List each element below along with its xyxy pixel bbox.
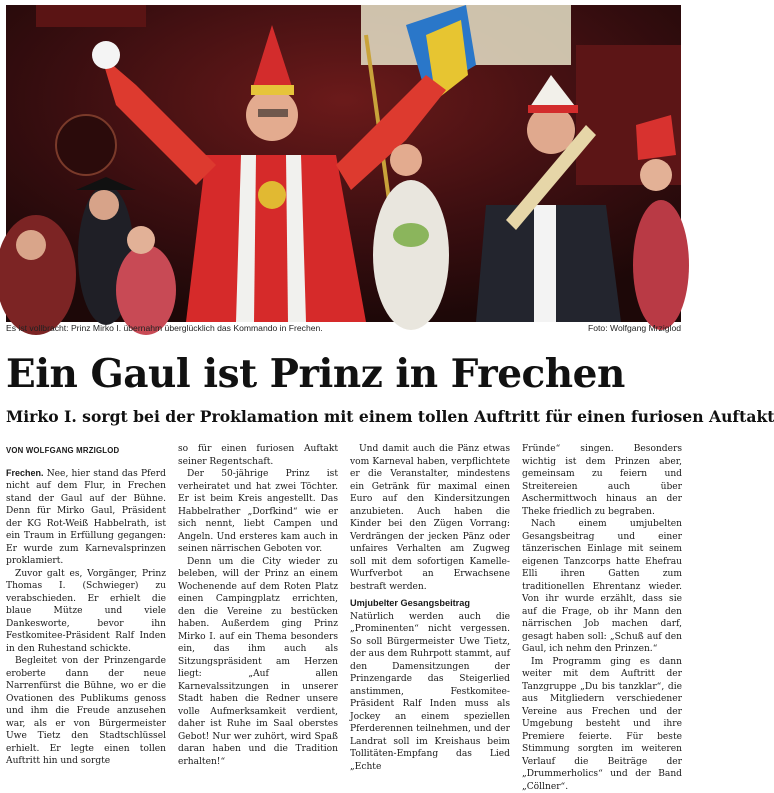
dateline: Frechen. bbox=[6, 468, 44, 478]
article-column-4 bbox=[522, 443, 682, 733]
article-column-2 bbox=[178, 443, 338, 733]
intertitle: Umjubelter Gesangsbeitrag bbox=[350, 597, 510, 610]
paragraph bbox=[6, 467, 166, 568]
paragraph: Zuvor galt es, Vorgänger, Prinz Thomas I. (Schwieger) zu verabschieden. Er erhielt die blaue Mütze und viele Dankesworte, bevor ihn Festkomitee-Präsident Ralf Inden in den Ruhestand schickte. bbox=[6, 568, 166, 656]
paragraph: Und damit auch die Pänz etwas vom Karneval haben, verpflichtete er die Veranstalter, mindestens ein Getränk für maximal einen Euro auf den Kindersitzungen anzubieten. Auch haben die Kinder bei den Zügen Vorrang: Verdrängen der jecken Pänz oder unfaires Verhalten am Zugweg soll mit dem sofortigen Kamelle-Wurfverbot an Erwachsene bestraft werden. bbox=[350, 443, 510, 593]
paragraph: so für einen furiosen Auftakt seiner Regentschaft. bbox=[178, 443, 338, 468]
article-column-1 bbox=[6, 443, 166, 733]
article-column-3 bbox=[350, 443, 510, 733]
carnival-stage-illustration bbox=[6, 5, 681, 322]
photo-credit: Foto: Wolfgang Mrziglod bbox=[588, 323, 681, 337]
paragraph-text: Nee, hier stand das Pferd nicht auf dem Flur, in Frechen stand der Gaul auf der Bühne. Denn für Mirko Gaul, Präsident der KG Rot-Weiß Habbelrath, ist ein Traum in Erfüllung gegangen: Er wurde zum Karnevalsprinzen proklamiert. bbox=[6, 469, 166, 567]
photo-caption-row bbox=[6, 323, 681, 337]
byline: VON WOLFGANG MRZIGLOD bbox=[6, 445, 166, 458]
paragraph: Im Programm ging es dann weiter mit dem Auftritt der Tanzgruppe „Du bis tanzklar“, die aus Mitgliedern verschiedener Vereine aus Frechen und der Umgebung besteht und ihre Premiere feierte. Für beste Stimmung sorgten im weiteren Verlauf die Beiträge der „Drummerholics“ und der Band „Cöllner“. bbox=[522, 656, 682, 793]
article-photo bbox=[6, 5, 681, 322]
headline: Ein Gaul ist Prinz in Frechen bbox=[6, 351, 681, 397]
subheadline: Mirko I. sorgt bei der Proklamation mit einem tollen Auftritt für einen furiosen Auftakt bbox=[6, 406, 681, 428]
paragraph: Begleitet von der Prinzengarde eroberte dann der neue Narrenfürst die Bühne, wo er die Ovationen des Publikums genoss und ihm die Freude anzusehen war, als er von Bürgermeister Uwe Tietz den Stadtschlüssel erhielt. Er legte einen tollen Auftritt hin und sorgte bbox=[6, 655, 166, 768]
paragraph: Natürlich werden auch die „Prominenten“ nicht vergessen. So soll Bürgermeister Uwe Tietz, der aus dem Ruhrpott stammt, auf den Damensitzungen der Prinzengarde das Steigerlied anstimmen, Festkomitee-Präsident Ralf Inden muss als Jockey an einem speziellen Pferderennen teilnehmen, und der Landrat soll im Kreishaus beim Tollitäten-Empfang das Lied „Echte bbox=[350, 611, 510, 774]
paragraph: Nach einem umjubelten Gesangsbeitrag und einer tänzerischen Einlage mit seinem eigenen Tanzcorps hatte Ehefrau Elli ihren Gatten zum traditionellen Ehrentanz wieder. Von ihr wurde erzählt, dass sie auf die Frage, ob ihr Mann den närrischen Job machen darf, gesagt haben soll: „Schuß auf den Gaul, ich nehm den Prinzen.“ bbox=[522, 518, 682, 656]
paragraph: Der 50-jährige Prinz ist verheiratet und hat zwei Töchter. Er ist beim Kreis angestellt. Das Habbelrather „Dorfkind“ wie er sich nennt, liebt Campen und Angeln. Und ersteres kam auch in seinen närrischen Geboten vor. bbox=[178, 468, 338, 556]
photo-caption: Es ist vollbracht: Prinz Mirko I. übernahm überglücklich das Kommando in Frechen. bbox=[6, 323, 323, 337]
paragraph: Fründe“ singen. Besonders wichtig ist dem Prinzen aber, gemeinsam zu feiern und Streitereien auch über Aschermittwoch hinaus an der Theke friedlich zu begraben. bbox=[522, 443, 682, 518]
article-body bbox=[6, 443, 681, 733]
paragraph: Denn um die City wieder zu beleben, will der Prinz an einem Wochenende auf dem Roten Platz einen Campingplatz errichten, den die Vereine zu bestücken haben. Außerdem ging Prinz Mirko I. auf ein Thema besonders ein, das ihm auch als Sitzungspräsident am Herzen liegt: „Auf allen Karnevalssitzungen in unserer Stadt haben die Redner unsere volle Aufmerksamkeit verdient, daher ist Ruhe im Saal oberstes Gebot! Nur wer zuhört, wird Spaß daran haben und die Tradition erhalten!“ bbox=[178, 556, 338, 769]
